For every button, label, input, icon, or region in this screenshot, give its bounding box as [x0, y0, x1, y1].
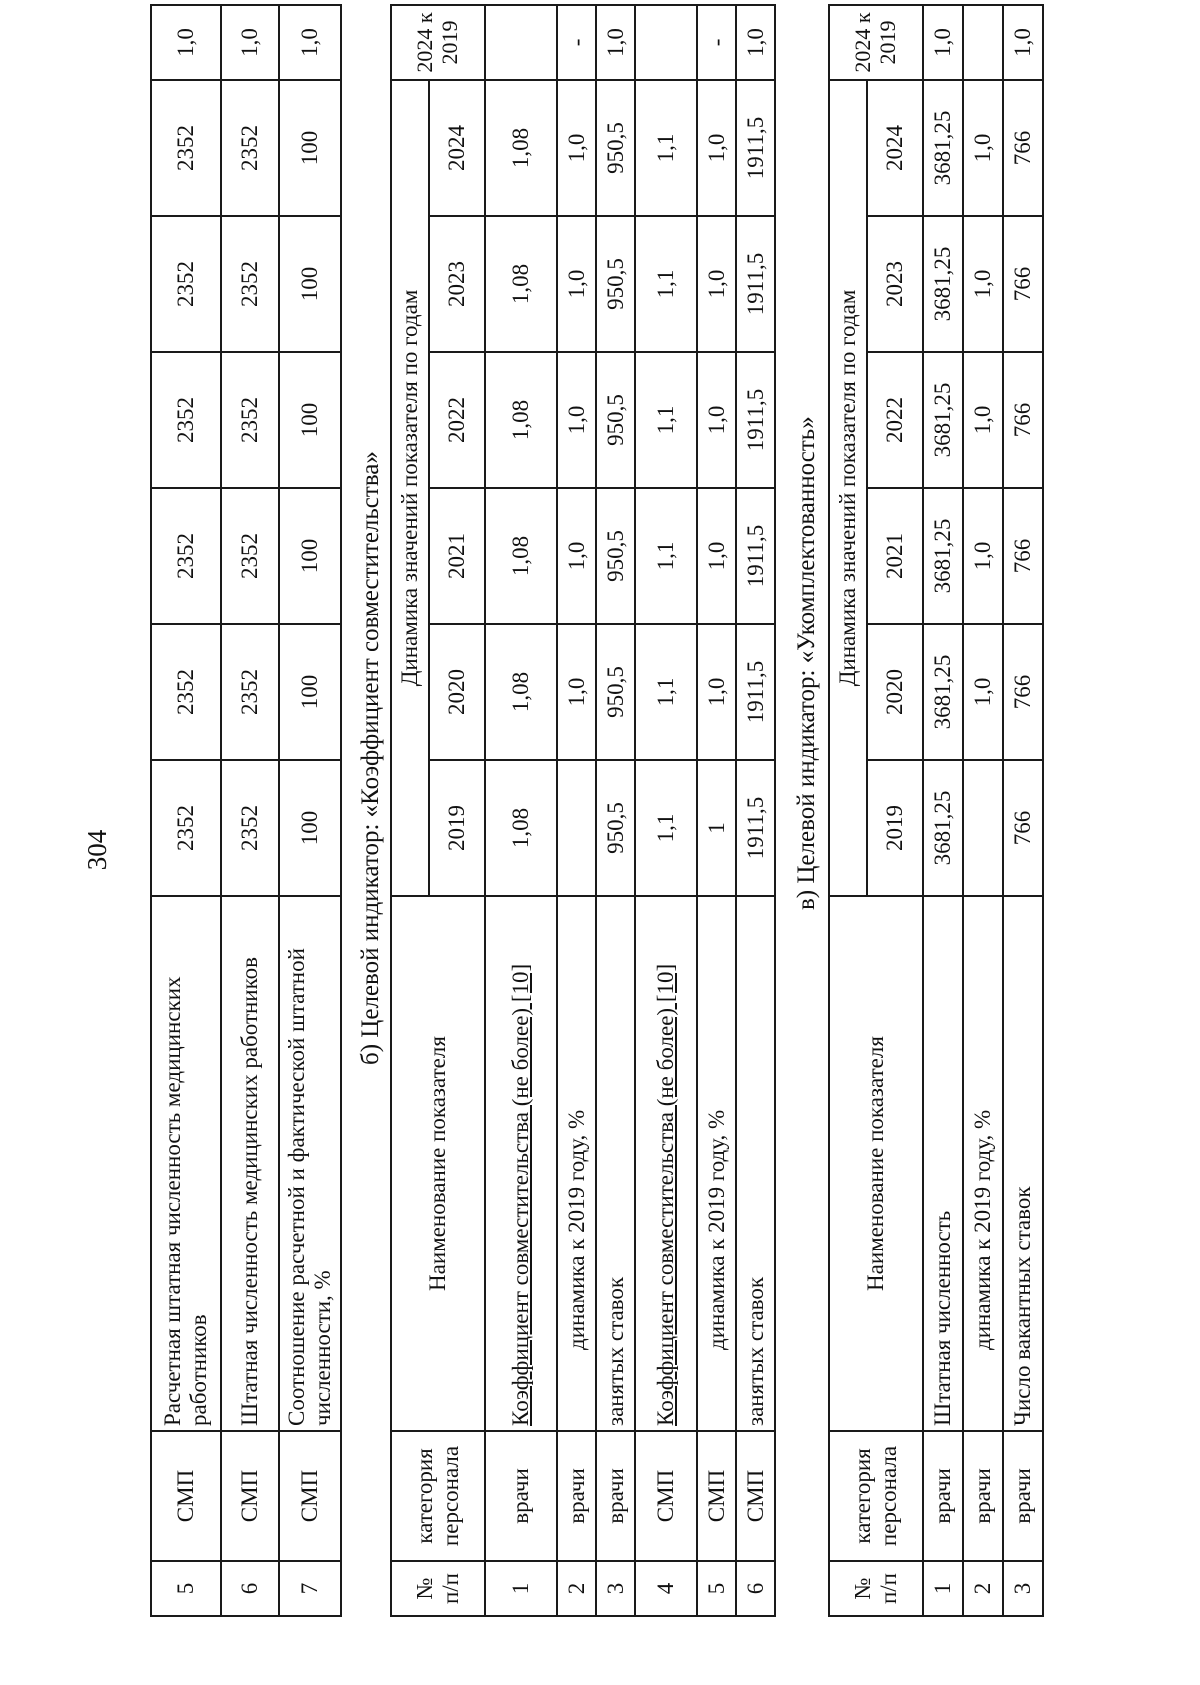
- value-cell: 2352: [151, 624, 221, 760]
- row-name: динамика к 2019 году, %: [697, 896, 736, 1431]
- value-cell: 1,0: [697, 216, 736, 352]
- value-cell: 950,5: [596, 352, 635, 488]
- value-cell: 100: [279, 760, 341, 896]
- value-cell: 1,0: [963, 352, 1003, 488]
- value-cell: 1,0: [557, 488, 596, 624]
- value-cell: 2352: [151, 80, 221, 216]
- header-ratio: 2024 к 2019: [391, 5, 485, 80]
- row-category: врачи: [1003, 1431, 1043, 1561]
- header-year: 2019: [867, 760, 923, 896]
- row-category: СМП: [279, 1431, 341, 1561]
- value-cell: [557, 760, 596, 896]
- row-number: 1: [485, 1561, 557, 1616]
- header-dynamics: Динамика значений показателя по годам: [829, 80, 867, 896]
- table-row: [635, 5, 697, 1616]
- header-name: Наименование показателя: [829, 896, 923, 1431]
- value-cell: 1,0: [963, 488, 1003, 624]
- table-combination-ratio: [390, 4, 776, 1617]
- header-dynamics: Динамика значений показателя по годам: [391, 80, 429, 896]
- header-year: 2021: [867, 488, 923, 624]
- value-cell: 1911,5: [736, 760, 775, 896]
- header-year: 2024: [867, 80, 923, 216]
- value-cell: 950,5: [596, 216, 635, 352]
- ratio-cell: 1,0: [279, 5, 341, 80]
- ratio-cell: [635, 5, 697, 80]
- row-name: занятых ставок: [596, 896, 635, 1431]
- value-cell: 3681,25: [923, 488, 963, 624]
- value-cell: 2352: [221, 80, 279, 216]
- row-category: СМП: [151, 1431, 221, 1561]
- value-cell: 1,0: [697, 624, 736, 760]
- value-cell: 766: [1003, 760, 1043, 896]
- value-cell: 950,5: [596, 760, 635, 896]
- value-cell: 1,08: [485, 488, 557, 624]
- value-cell: 766: [1003, 352, 1043, 488]
- value-cell: 950,5: [596, 80, 635, 216]
- row-category: врачи: [596, 1431, 635, 1561]
- ratio-cell: 1,0: [923, 5, 963, 80]
- row-number: 1: [923, 1561, 963, 1616]
- row-category: СМП: [736, 1431, 775, 1561]
- table-row: [221, 5, 279, 1616]
- header-year: 2020: [867, 624, 923, 760]
- value-cell: 1911,5: [736, 80, 775, 216]
- value-cell: 2352: [151, 352, 221, 488]
- header-year: 2020: [429, 624, 485, 760]
- row-number: 6: [221, 1561, 279, 1616]
- row-category: СМП: [697, 1431, 736, 1561]
- value-cell: 3681,25: [923, 216, 963, 352]
- value-cell: 1,0: [557, 624, 596, 760]
- value-cell: 1,1: [635, 624, 697, 760]
- value-cell: 766: [1003, 488, 1043, 624]
- value-cell: 3681,25: [923, 352, 963, 488]
- row-category: врачи: [923, 1431, 963, 1561]
- row-name: Коэффициент совместительства (не более) [10]: [635, 896, 697, 1431]
- row-name: динамика к 2019 году, %: [963, 896, 1003, 1431]
- value-cell: 100: [279, 352, 341, 488]
- value-cell: 1,08: [485, 216, 557, 352]
- value-cell: 1,1: [635, 352, 697, 488]
- header-row: [829, 5, 867, 1616]
- value-cell: 2352: [221, 352, 279, 488]
- ratio-cell: -: [697, 5, 736, 80]
- row-number: 6: [736, 1561, 775, 1616]
- value-cell: 1,0: [963, 624, 1003, 760]
- value-cell: 1,0: [963, 216, 1003, 352]
- ratio-cell: 1,0: [1003, 5, 1043, 80]
- row-category: СМП: [635, 1431, 697, 1561]
- value-cell: 766: [1003, 216, 1043, 352]
- value-cell: 1,0: [557, 352, 596, 488]
- row-category: врачи: [963, 1431, 1003, 1561]
- row-name: Число вакантных ставок: [1003, 896, 1043, 1431]
- table-row: [963, 5, 1003, 1616]
- page-number: 304: [82, 829, 112, 871]
- table-row: [596, 5, 635, 1616]
- value-cell: 100: [279, 624, 341, 760]
- header-year: 2019: [429, 760, 485, 896]
- value-cell: 1,0: [963, 80, 1003, 216]
- value-cell: 1911,5: [736, 624, 775, 760]
- header-year: 2022: [429, 352, 485, 488]
- row-number: 7: [279, 1561, 341, 1616]
- value-cell: 1,0: [697, 488, 736, 624]
- table-row: [279, 5, 341, 1616]
- header-year: 2024: [429, 80, 485, 216]
- table-row: [923, 5, 963, 1616]
- value-cell: 1,08: [485, 80, 557, 216]
- ratio-cell: 1,0: [596, 5, 635, 80]
- value-cell: 1,1: [635, 216, 697, 352]
- ratio-cell: [485, 5, 557, 80]
- row-number: 4: [635, 1561, 697, 1616]
- value-cell: 100: [279, 488, 341, 624]
- value-cell: 766: [1003, 624, 1043, 760]
- ratio-cell: -: [557, 5, 596, 80]
- row-name: Соотношение расчетной и фактической штатной численности, %: [279, 896, 341, 1431]
- value-cell: 1,08: [485, 760, 557, 896]
- ratio-cell: 1,0: [151, 5, 221, 80]
- table-row: [736, 5, 775, 1616]
- value-cell: 1,0: [697, 80, 736, 216]
- ratio-cell: 1,0: [221, 5, 279, 80]
- row-number: 5: [151, 1561, 221, 1616]
- value-cell: 1,1: [635, 760, 697, 896]
- value-cell: 1911,5: [736, 216, 775, 352]
- value-cell: 2352: [221, 760, 279, 896]
- table-row: [1003, 5, 1043, 1616]
- value-cell: 766: [1003, 80, 1043, 216]
- value-cell: 2352: [151, 216, 221, 352]
- header-name: Наименование показателя: [391, 896, 485, 1431]
- header-category: категория персонала: [391, 1431, 485, 1561]
- ratio-cell: [963, 5, 1003, 80]
- value-cell: 1,0: [557, 216, 596, 352]
- ratio-cell: 1,0: [736, 5, 775, 80]
- table-staffing: [150, 4, 342, 1617]
- value-cell: 950,5: [596, 624, 635, 760]
- header-row: [391, 5, 429, 1616]
- value-cell: 2352: [221, 216, 279, 352]
- value-cell: 1,0: [697, 352, 736, 488]
- row-name: Штатная численность: [923, 896, 963, 1431]
- table-row: [697, 5, 736, 1616]
- value-cell: 100: [279, 216, 341, 352]
- value-cell: 1,1: [635, 80, 697, 216]
- value-cell: 2352: [151, 760, 221, 896]
- value-cell: 2352: [151, 488, 221, 624]
- value-cell: [963, 760, 1003, 896]
- value-cell: 100: [279, 80, 341, 216]
- value-cell: 2352: [221, 624, 279, 760]
- table-row: [557, 5, 596, 1616]
- value-cell: 1,0: [557, 80, 596, 216]
- row-name: Штатная численность медицинских работников: [221, 896, 279, 1431]
- header-year: 2023: [429, 216, 485, 352]
- value-cell: 2352: [221, 488, 279, 624]
- row-category: врачи: [485, 1431, 557, 1561]
- value-cell: 1,08: [485, 624, 557, 760]
- value-cell: 1,08: [485, 352, 557, 488]
- header-category: категория персонала: [829, 1431, 923, 1561]
- value-cell: 1911,5: [736, 352, 775, 488]
- row-number: 2: [963, 1561, 1003, 1616]
- header-num: № п/п: [829, 1561, 923, 1616]
- row-number: 5: [697, 1561, 736, 1616]
- row-number: 3: [596, 1561, 635, 1616]
- row-number: 3: [1003, 1561, 1043, 1616]
- value-cell: 3681,25: [923, 760, 963, 896]
- value-cell: 3681,25: [923, 80, 963, 216]
- row-category: СМП: [221, 1431, 279, 1561]
- table-row: [151, 5, 221, 1616]
- header-year: 2023: [867, 216, 923, 352]
- value-cell: 1,1: [635, 488, 697, 624]
- value-cell: 1: [697, 760, 736, 896]
- table-row: [485, 5, 557, 1616]
- caption-combination-ratio: б) Целевой индикатор: «Коэффициент совместительства»: [357, 451, 384, 1065]
- row-number: 2: [557, 1561, 596, 1616]
- value-cell: 3681,25: [923, 624, 963, 760]
- header-ratio: 2024 к 2019: [829, 5, 923, 80]
- value-cell: 950,5: [596, 488, 635, 624]
- caption-staffing-level: в) Целевой индикатор: «Укомплектованность»: [793, 416, 820, 910]
- row-category: врачи: [557, 1431, 596, 1561]
- header-num: № п/п: [391, 1561, 485, 1616]
- row-name: динамика к 2019 году, %: [557, 896, 596, 1431]
- header-year: 2021: [429, 488, 485, 624]
- row-name: Коэффициент совместительства (не более) [10]: [485, 896, 557, 1431]
- row-name: занятых ставок: [736, 896, 775, 1431]
- header-year: 2022: [867, 352, 923, 488]
- table-staffing-level: [828, 4, 1044, 1617]
- row-name: Расчетная штатная численность медицинских работников: [151, 896, 221, 1431]
- value-cell: 1911,5: [736, 488, 775, 624]
